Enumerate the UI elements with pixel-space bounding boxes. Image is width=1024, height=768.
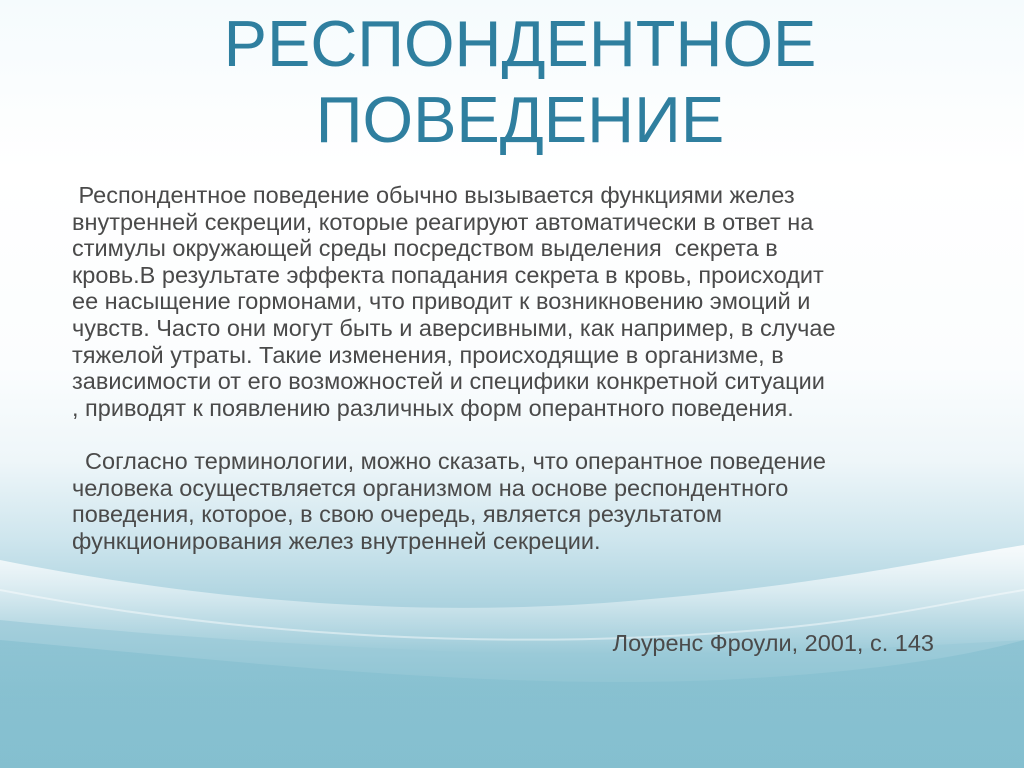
paragraph-1-line: , приводят к появлению различных форм оперантного поведения. <box>72 394 794 421</box>
paragraph-terminology <box>72 448 972 554</box>
paragraph-1-line: ее насыщение гормонами, что приводит к возникновению эмоций и <box>72 288 811 315</box>
paragraph-2-line: функционирования желез внутренней секреции. <box>72 527 601 554</box>
paragraph-2-line: поведения, которое, в свою очередь, является результатом <box>72 501 723 528</box>
paragraph-1-line: тяжелой утраты. Такие изменения, происходящие в организме, в <box>72 341 784 368</box>
paragraph-1-line: чувств. Часто они могут быть и аверсивными, как например, в случае <box>72 314 836 341</box>
paragraph-2-line: Согласно терминологии, можно сказать, что оперантное поведение <box>72 447 826 474</box>
paragraph-1-line: внутренней секреции, которые реагируют автоматически в ответ на <box>72 208 814 235</box>
citation: Лоуренс Фроули, 2001, с. 143 <box>612 630 934 656</box>
slide-title-line-2: ПОВЕДЕНИЕ <box>315 83 725 156</box>
paragraph-1-line: кровь.В результате эффекта попадания секрета в кровь, происходит <box>72 261 824 288</box>
paragraph-spacer <box>72 421 972 448</box>
slide-title-line-1: РЕСПОНДЕНТНОЕ <box>223 7 817 80</box>
slide-title <box>0 6 1024 158</box>
paragraph-2-line: человека осуществляется организмом на основе респондентного <box>72 474 789 501</box>
slide-body <box>72 182 972 554</box>
paragraph-1-line: Респондентное поведение обычно вызывается функциями желез <box>72 182 795 208</box>
paragraph-1-line: зависимости от его возможностей и специфики конкретной ситуации <box>72 368 825 395</box>
paragraph-1-line: стимулы окружающей среды посредством выделения секрета в <box>72 235 778 262</box>
paragraph-respondent-behavior <box>72 182 972 421</box>
